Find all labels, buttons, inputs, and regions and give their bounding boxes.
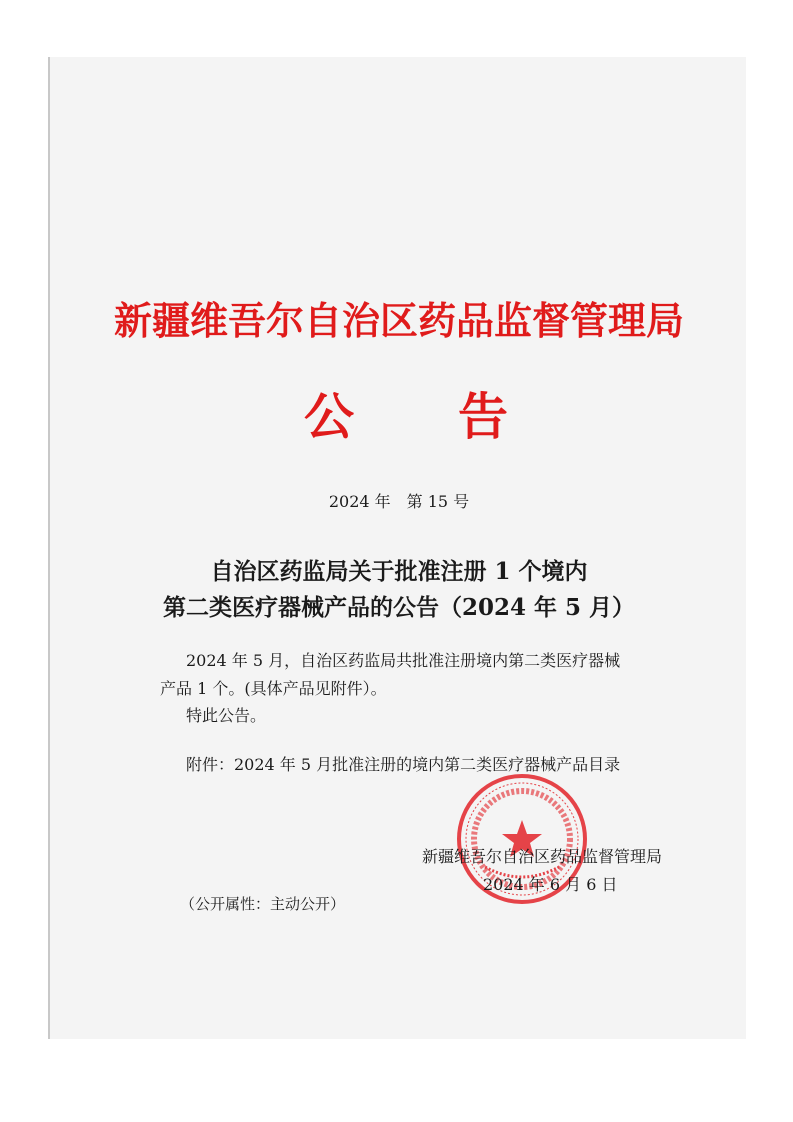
attachment-line: 附件：2024 年 5 月批准注册的境内第二类医疗器械产品目录 [186, 755, 621, 774]
signature-agency: 新疆维吾尔自治区药品监督管理局 [422, 847, 663, 866]
document-title-line-1: 自治区药监局关于批准注册 1 个境内 [210, 558, 588, 585]
public-attribute: （公开属性：主动公开） [180, 895, 346, 913]
notice-title-char-1: 公 [304, 387, 354, 446]
document-title-line-2: 第二类医疗器械产品的公告（2024 年 5 月） [162, 594, 636, 621]
agency-heading: 新疆维吾尔自治区药品监督管理局 [113, 298, 684, 343]
document-number: 2024 年 第 15 号 [328, 492, 470, 511]
body-paragraph-1-line-2: 产品 1 个。(具体产品见附件）。 [160, 679, 387, 698]
signature-date: 2024 年 6 月 6 日 [483, 875, 618, 894]
document-page [48, 57, 746, 1039]
body-paragraph-1-line-1: 2024 年 5 月，自治区药监局共批准注册境内第二类医疗器械 [186, 651, 621, 670]
notice-title-char-2: 告 [458, 387, 508, 446]
body-paragraph-2: 特此公告。 [186, 706, 267, 725]
